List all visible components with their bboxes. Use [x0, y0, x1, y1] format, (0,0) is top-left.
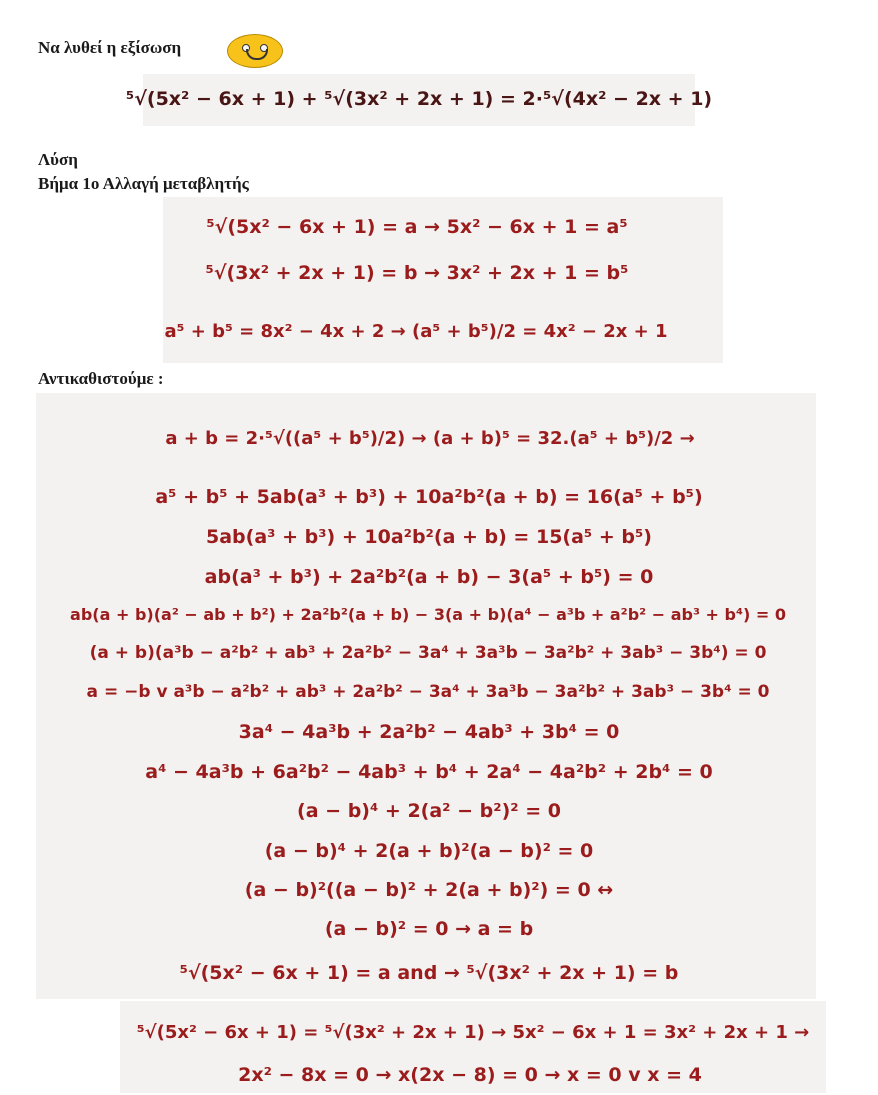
substitute-line: (a − b)⁴ + 2(a² − b²)² = 0 [297, 800, 561, 822]
substitute-line: a⁵ + b⁵ + 5ab(a³ + b³) + 10a²b²(a + b) = 16(a⁵ + b⁵) [155, 486, 703, 508]
substitute-line: a = −b v a³b − a²b² + ab³ + 2a²b² − 3a⁴ + 3a³b − 3a²b² + 3ab³ − 3b⁴ = 0 [86, 682, 770, 702]
substitute-line: (a − b)² = 0 → a = b [324, 918, 534, 940]
solution-label: Λύση [38, 150, 78, 169]
problem-equation: ⁵√(5x² − 6x + 1) + ⁵√(3x² + 2x + 1) = 2·⁵√(4x² − 2x + 1) [125, 88, 713, 110]
smiley-face-icon [227, 34, 283, 68]
substitute-line: (a − b)²((a − b)² + 2(a + b)²) = 0 ↔ [244, 879, 614, 901]
substitute-line: (a − b)⁴ + 2(a + b)²(a − b)² = 0 [264, 840, 594, 862]
final-line: ⁵√(5x² − 6x + 1) = ⁵√(3x² + 2x + 1) → 5x² − 6x + 1 = 3x² + 2x + 1 → [136, 1022, 810, 1043]
substitute-line: a + b = 2·⁵√((a⁵ + b⁵)/2) → (a + b)⁵ = 32.(a⁵ + b⁵)/2 → [165, 428, 695, 449]
substitute-line: (a + b)(a³b − a²b² + ab³ + 2a²b² − 3a⁴ + 3a³b − 3a²b² + 3ab³ − 3b⁴) = 0 [89, 643, 767, 663]
substitute-line: a⁴ − 4a³b + 6a²b² − 4ab³ + b⁴ + 2a⁴ − 4a²b² + 2b⁴ = 0 [145, 761, 713, 783]
substitute-line: 3a⁴ − 4a³b + 2a²b² − 4ab³ + 3b⁴ = 0 [238, 721, 620, 743]
smiley-mouth [246, 49, 268, 60]
final-line: 2x² − 8x = 0 → x(2x − 8) = 0 → x = 0 v x = 4 [238, 1064, 702, 1086]
substitute-line: ab(a³ + b³) + 2a²b²(a + b) − 3(a⁵ + b⁵) = 0 [204, 566, 654, 588]
substitute-line: ⁵√(5x² − 6x + 1) = a and → ⁵√(3x² + 2x + 1) = b [179, 962, 679, 984]
substitute-line: 5ab(a³ + b³) + 10a²b²(a + b) = 15(a⁵ + b⁵) [206, 526, 652, 548]
step1-line: ⁵√(5x² − 6x + 1) = a → 5x² − 6x + 1 = a⁵ [206, 216, 628, 238]
problem-heading: Να λυθεί η εξίσωση [38, 38, 182, 57]
step1-title: Βήμα 1ο Αλλαγή μεταβλητής [38, 174, 249, 193]
step1-line: a⁵ + b⁵ = 8x² − 4x + 2 → (a⁵ + b⁵)/2 = 4x² − 2x + 1 [164, 321, 668, 342]
substitute-line: ab(a + b)(a² − ab + b²) + 2a²b²(a + b) − 3(a + b)(a⁴ − a³b + a²b² − ab³ + b⁴) = 0 [70, 605, 786, 624]
step1-line: ⁵√(3x² + 2x + 1) = b → 3x² + 2x + 1 = b⁵ [205, 262, 629, 284]
substitute-label: Αντικαθιστούμε : [38, 369, 164, 388]
